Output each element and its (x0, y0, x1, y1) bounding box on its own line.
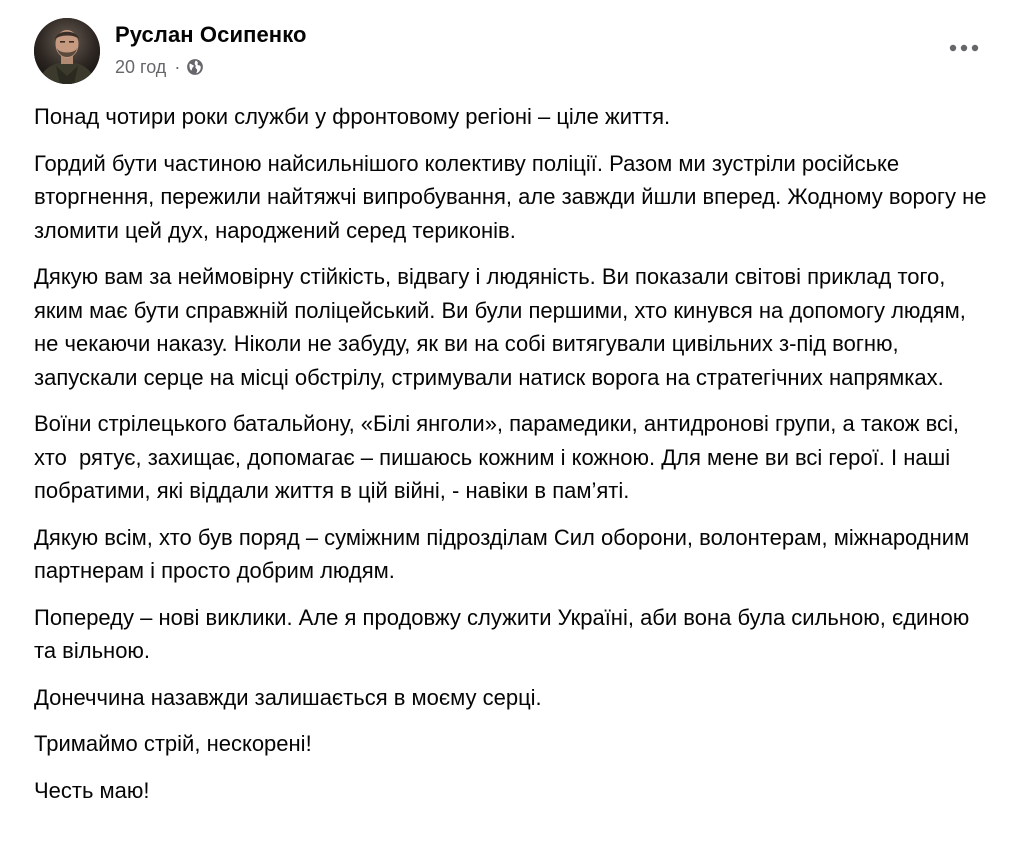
more-horizontal-icon (949, 44, 979, 52)
post-body (34, 100, 996, 820)
post-meta (115, 20, 307, 80)
author-name[interactable]: Руслан Осипенко (115, 22, 307, 47)
post-paragraph: Воїни стрілецького батальйону, «Білі янголи», парамедики, антидронові групи, а також всі, хто рятує, захищає, допомагає – пишаюсь кожним і кожною. Для мене ви всі герої. І наші побратими, які віддали життя в цій війні, - навіки в пам’яті. (34, 411, 966, 503)
post-paragraph: Гордий бути частиною найсильнішого колективу поліції. Разом ми зустріли російське вторгнення, пережили найтяжчі випробування, але завжди йшли вперед. Жодному ворогу не зломити цей дух, народжений серед териконів. (34, 150, 993, 243)
post-timestamp[interactable]: 20 год (115, 56, 167, 77)
post-header (34, 18, 307, 88)
separator-dot: · (174, 56, 181, 77)
post-paragraph: Донеччина назавжди залишається в моєму серці. (34, 684, 542, 710)
post-paragraph: Тримаймо стрій, нескорені! (34, 731, 312, 756)
more-options-button[interactable] (942, 30, 986, 66)
avatar[interactable] (34, 18, 100, 84)
post-paragraph: Честь маю! (34, 777, 150, 803)
post-paragraph: Дякую вам за неймовірну стійкість, відвагу і людяність. Ви показали світові приклад того, яким має бути справжній поліцейський. Ви були першими, хто кинувся на допомогу людям, не чекаючи наказу. Ніколи не забуду, як ви на собі витягували цивільних з-під вогню, запускали серце на місці обстрілу, стримували натиск ворога на стратегічних напрямках. (34, 264, 973, 390)
avatar-portrait-icon (34, 18, 100, 84)
post-subline (115, 54, 307, 80)
globe-icon[interactable] (186, 58, 204, 76)
post-paragraph: Понад чотири роки служби у фронтовому регіоні – ціле життя. (34, 104, 671, 129)
post-paragraph: Попереду – нові виклики. Але я продовжу служити Україні, аби вона була сильною, єдиною та вільною. (34, 604, 976, 663)
post-paragraph: Дякую всім, хто був поряд – суміжним підрозділам Сил оборони, волонтерам, міжнародним партнерам і просто добрим людям. (34, 524, 976, 583)
